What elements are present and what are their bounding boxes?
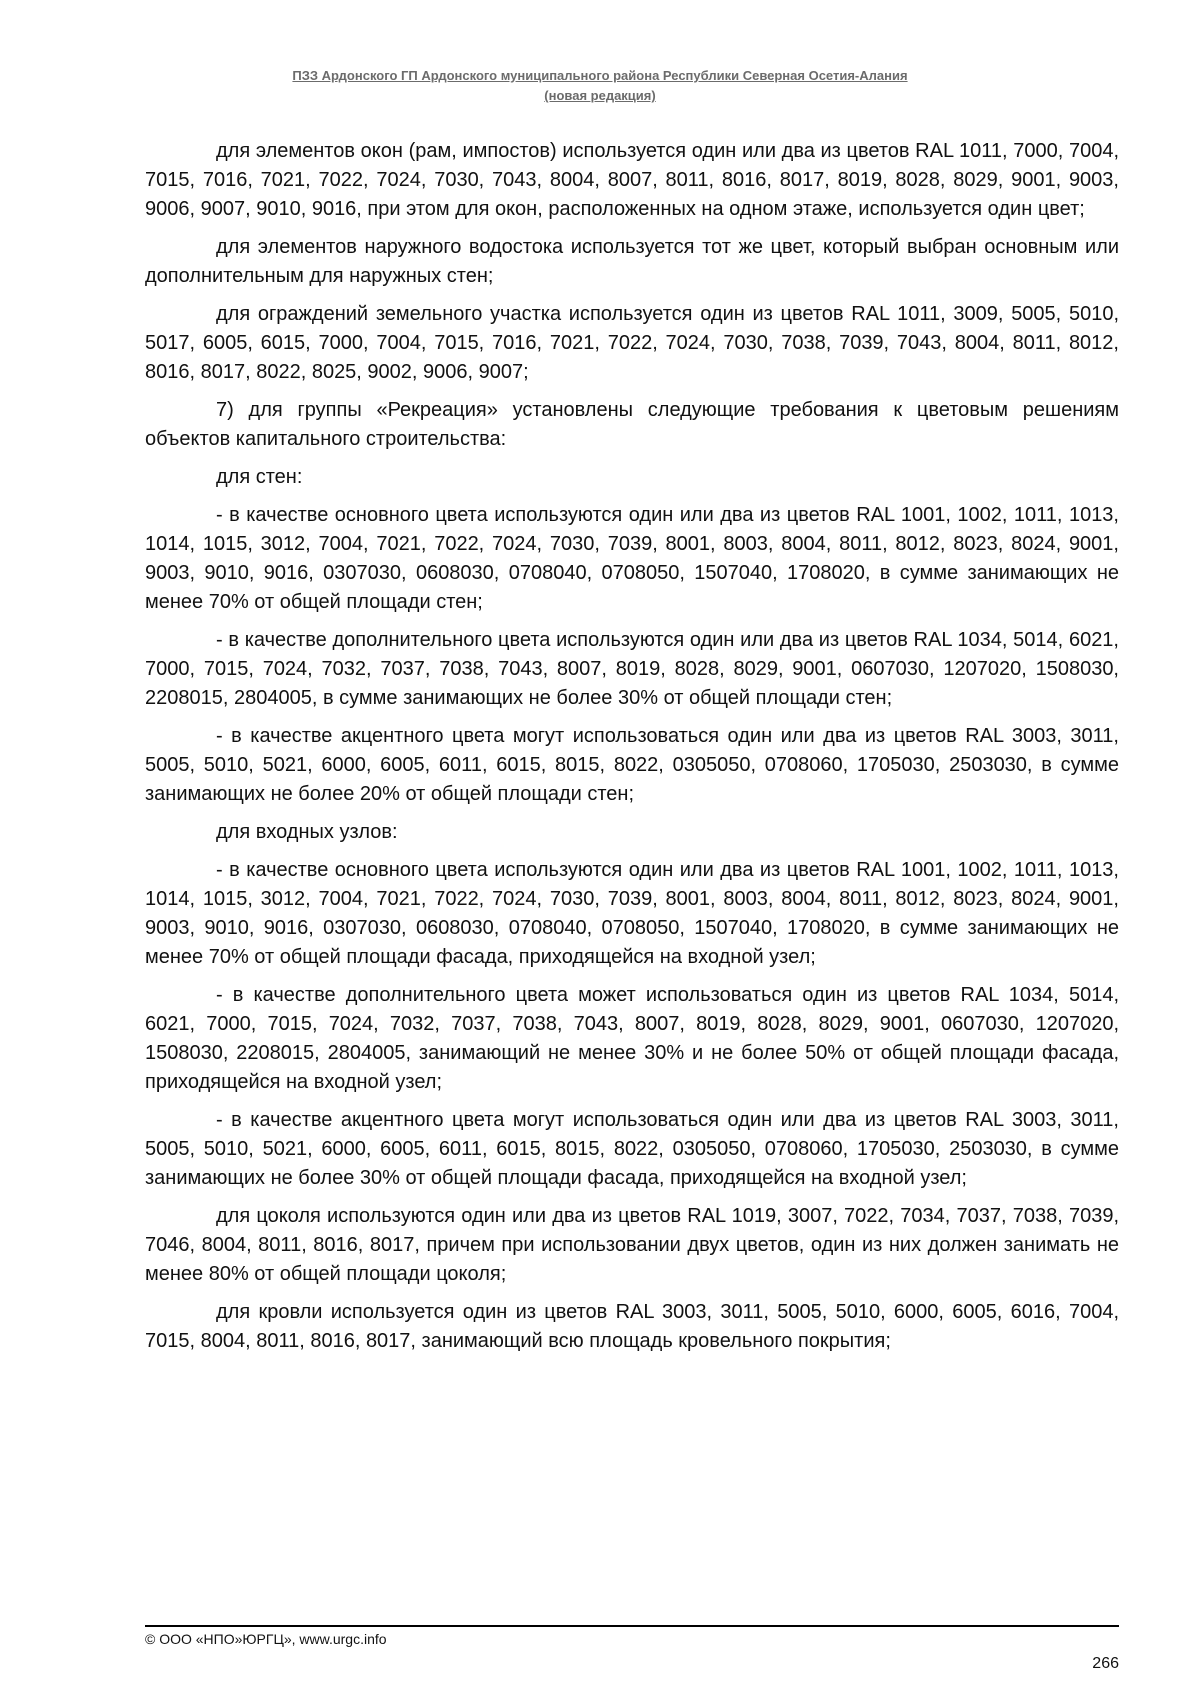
paragraph: 7) для группы «Рекреация» установлены следующие требования к цветовым решениям объектов капитального строительства: [145,399,1119,450]
page-number: 266 [1092,1655,1119,1672]
paragraph: - в качестве дополнительного цвета используются один или два из цветов RAL 1034, 5014, 6021, 7000, 7015, 7024, 7032, 7037, 7038, 7043, 8007, 8019, 8028, 8029, 9001, 0607030, 1207020, 1508030, 2208015, 2804005, в сумме занимающих не более 30% от общей площади стен; [145,629,1119,709]
footer-divider [145,1625,1119,1627]
paragraph: для ограждений земельного участка используется один из цветов RAL 1011, 3009, 5005, 5010, 5017, 6005, 6015, 7000, 7004, 7015, 7016, 7021, 7022, 7024, 7030, 7038, 7039, 7043, 8004, 8011, 8012, 8016, 8017, 8022, 8025, 9002, 9006, 9007; [145,303,1119,383]
header-subtitle: (новая редакция) [544,88,656,103]
paragraph: для элементов окон (рам, импостов) используется один или два из цветов RAL 1011, 7000, 7004, 7015, 7016, 7021, 7022, 7024, 7030, 7043, 8004, 8007, 8011, 8016, 8017, 8019, 8028, 8029, 9001, 9003, 9006, 9007, 9010, 9016, при этом для окон, расположенных на одном этаже, используется один цвет; [145,140,1119,220]
header-title: ПЗЗ Ардонского ГП Ардонского муниципального района Республики Северная Осетия-Алания [292,68,908,83]
paragraph: для стен: [216,466,303,488]
paragraph: для кровли используется один из цветов RAL 3003, 3011, 5005, 5010, 6000, 6005, 6016, 7004, 7015, 8004, 8011, 8016, 8017, занимающий всю площадь кровельного покрытия; [145,1301,1119,1352]
paragraph: для элементов наружного водостока используется тот же цвет, который выбран основным или дополнительным для наружных стен; [145,236,1119,287]
footer-copyright: © ООО «НПО»ЮРГЦ», www.urgc.info [145,1631,387,1647]
paragraph: - в качестве акцентного цвета могут использоваться один или два из цветов RAL 3003, 3011, 5005, 5010, 5021, 6000, 6005, 6011, 6015, 8015, 8022, 0305050, 0708060, 1705030, 2503030, в сумме занимающих не более 30% от общей площади фасада, приходящейся на входной узел; [145,1109,1119,1189]
document-body [145,137,1119,1365]
paragraph: - в качестве акцентного цвета могут использоваться один или два из цветов RAL 3003, 3011, 5005, 5010, 5021, 6000, 6005, 6011, 6015, 8015, 8022, 0305050, 0708060, 1705030, 2503030, в сумме занимающих не более 20% от общей площади стен; [145,725,1119,805]
paragraph: - в качестве основного цвета используются один или два из цветов RAL 1001, 1002, 1011, 1013, 1014, 1015, 3012, 7004, 7021, 7022, 7024, 7030, 7039, 8001, 8003, 8004, 8011, 8012, 8023, 8024, 9001, 9003, 9010, 9016, 0307030, 0608030, 0708040, 0708050, 1507040, 1708020, в сумме занимающих не менее 70% от общей площади фасада, приходящейся на входной узел; [145,859,1119,968]
paragraph: - в качестве основного цвета используются один или два из цветов RAL 1001, 1002, 1011, 1013, 1014, 1015, 3012, 7004, 7021, 7022, 7024, 7030, 7039, 8001, 8003, 8004, 8011, 8012, 8023, 8024, 9001, 9003, 9010, 9016, 0307030, 0608030, 0708040, 0708050, 1507040, 1708020, в сумме занимающих не менее 70% от общей площади стен; [145,504,1119,613]
page-header [0,66,1200,106]
paragraph: для цоколя используются один или два из цветов RAL 1019, 3007, 7022, 7034, 7037, 7038, 7039, 7046, 8004, 8011, 8016, 8017, причем при использовании двух цветов, один из них должен занимать не менее 80% от общей площади цоколя; [145,1205,1119,1285]
paragraph: - в качестве дополнительного цвета может использоваться один из цветов RAL 1034, 5014, 6021, 7000, 7015, 7024, 7032, 7037, 7038, 7043, 8007, 8019, 8028, 8029, 9001, 0607030, 1207020, 1508030, 2208015, 2804005, занимающий не менее 30% и не более 50% от общей площади фасада, приходящейся на входной узел; [145,984,1119,1093]
paragraph: для входных узлов: [216,821,398,843]
